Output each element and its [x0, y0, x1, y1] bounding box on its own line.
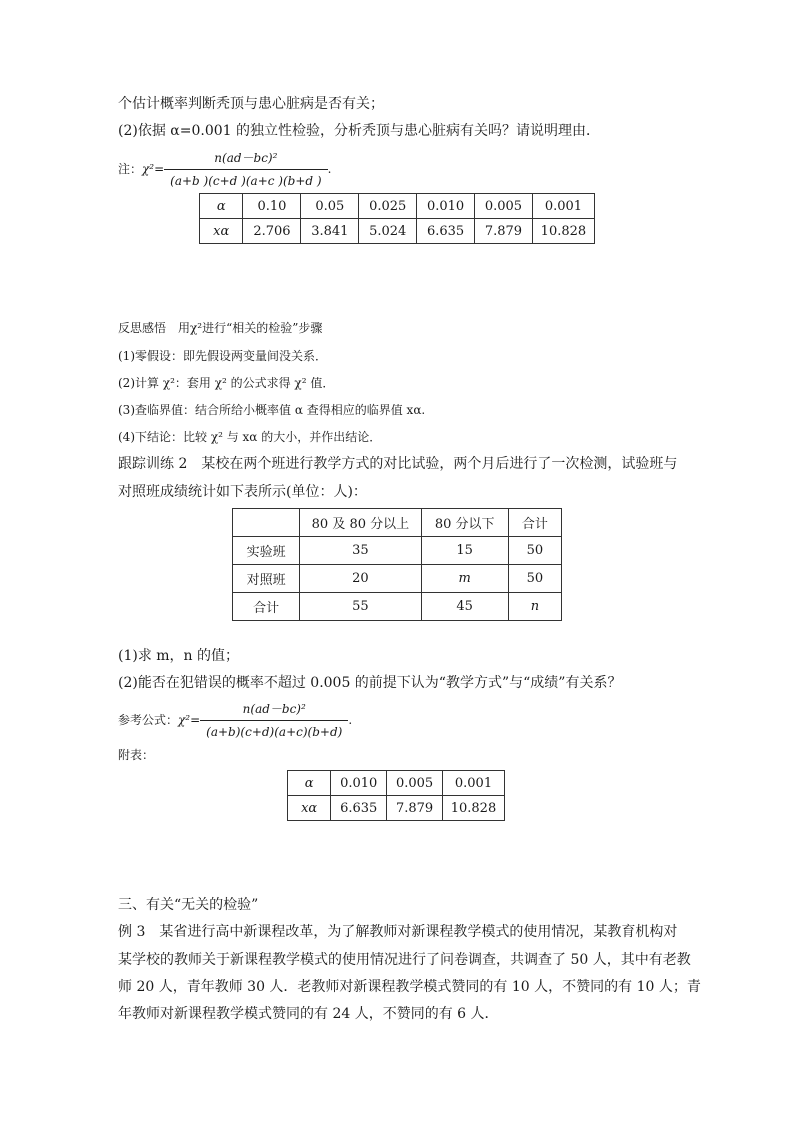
table-cell: 合计 — [233, 593, 300, 621]
table-cell: α — [288, 771, 331, 796]
critical-value-table-2 — [287, 770, 505, 821]
formula-numerator: n(ad－bc)² — [164, 148, 327, 170]
example-3-line-1: 例 3 某省进行高中新课程改革，为了解教师对新课程教学模式的使用情况，某教育机构对 — [118, 924, 678, 940]
table-cell: 10.828 — [532, 219, 594, 244]
table-row — [233, 537, 562, 565]
table-cell: 7.879 — [474, 219, 532, 244]
reflect-step-4: (4)下结论：比较 χ² 与 xα 的大小，并作出结论． — [118, 430, 382, 444]
formula-numerator: n(ad－bc)² — [200, 699, 348, 721]
table-cell — [233, 509, 300, 537]
question-2: (2)能否在犯错误的概率不超过 0.005 的前提下认为“教学方式”与“成绩”有关系？ — [118, 675, 622, 691]
intro-line-1: 个估计概率判断秃顶与患心脏病是否有关； — [118, 96, 384, 112]
table-row — [288, 796, 505, 821]
table-cell: 0.001 — [442, 771, 504, 796]
table-row — [233, 593, 562, 621]
table-cell: 0.10 — [243, 194, 301, 219]
formula-tail: . — [348, 713, 353, 727]
example-3-line-4: 年教师对新课程教学模式赞同的有 24 人，不赞同的有 6 人． — [118, 1006, 499, 1022]
table-cell: 55 — [300, 593, 421, 621]
table-cell: 6.635 — [331, 796, 387, 821]
reflect-step-3: (3)查临界值：结合所给小概率值 α 查得相应的临界值 xα. — [118, 403, 426, 417]
table-cell: 对照班 — [233, 565, 300, 593]
table-cell: 45 — [421, 593, 508, 621]
table-cell: xα — [200, 219, 243, 244]
formula-lhs: χ²= — [178, 713, 201, 727]
note-formula-1 — [118, 148, 331, 191]
table-cell: 50 — [508, 565, 561, 593]
example-3-line-2: 某学校的教师关于新课程教学模式的使用情况进行了问卷调查，共调查了 50 人，其中有老教 — [118, 952, 691, 968]
table-cell: α — [200, 194, 243, 219]
table-row — [233, 509, 562, 537]
table-cell: 5.024 — [359, 219, 417, 244]
exercise-line-2: 对照班成绩统计如下表所示(单位：人)： — [118, 484, 367, 500]
score-table — [232, 508, 562, 621]
table-cell: 2.706 — [243, 219, 301, 244]
question-1: (1)求 m，n 的值； — [118, 648, 240, 664]
reflect-step-1: (1)零假设：即先假设两变量间没关系． — [118, 349, 327, 363]
table-cell: 6.635 — [417, 219, 475, 244]
formula-denominator: (a+b)(c+d)(a+c)(b+d) — [206, 725, 343, 739]
appendix-label: 附表： — [118, 748, 155, 762]
reference-formula — [118, 699, 352, 742]
table-cell: 50 — [508, 537, 561, 565]
table-cell: 0.005 — [474, 194, 532, 219]
section-heading-3: 三、有关“无关的检验” — [118, 897, 259, 913]
table-cell: 0.025 — [359, 194, 417, 219]
formula-lhs: χ²= — [142, 162, 165, 176]
table-cell: 3.841 — [301, 219, 359, 244]
table-cell: 合计 — [508, 509, 561, 537]
table-cell: 15 — [421, 537, 508, 565]
reflect-title: 反思感悟 用χ²进行“相关的检验”步骤 — [118, 321, 323, 335]
table-row — [200, 219, 595, 244]
formula-fraction — [200, 699, 348, 742]
table-cell: 0.05 — [301, 194, 359, 219]
formula-fraction — [164, 148, 327, 191]
table-cell: n — [508, 593, 561, 621]
table-cell: 实验班 — [233, 537, 300, 565]
table-row — [233, 565, 562, 593]
intro-line-2: (2)依据 α=0.001 的独立性检验，分析秃顶与患心脏病有关吗？请说明理由． — [118, 123, 600, 139]
table-cell: 0.005 — [387, 771, 443, 796]
reflect-step-2: (2)计算 χ²：套用 χ² 的公式求得 χ² 值． — [118, 376, 335, 390]
formula-denominator: (a+b )(c+d )(a+c )(b+d ) — [170, 174, 322, 188]
table-cell: 10.828 — [442, 796, 504, 821]
exercise-line-1: 跟踪训练 2 某校在两个班进行教学方式的对比试验，两个月后进行了一次检测，试验班与 — [118, 456, 678, 472]
table-cell: 80 分以下 — [421, 509, 508, 537]
example-3-line-3: 师 20 人，青年教师 30 人．老教师对新课程教学模式赞同的有 10 人，不赞同的有 10 人；青 — [118, 979, 701, 995]
table-row — [200, 194, 595, 219]
table-cell: xα — [288, 796, 331, 821]
formula-tail: . — [327, 162, 332, 176]
table-cell: 7.879 — [387, 796, 443, 821]
table-cell: 0.010 — [331, 771, 387, 796]
table-cell: 0.001 — [532, 194, 594, 219]
formula-label: 参考公式： — [118, 713, 179, 727]
note-label: 注： — [118, 162, 143, 176]
table-cell: 0.010 — [417, 194, 475, 219]
critical-value-table-1 — [199, 193, 595, 244]
table-cell: m — [421, 565, 508, 593]
table-cell: 80 及 80 分以上 — [300, 509, 421, 537]
table-row — [288, 771, 505, 796]
table-cell: 35 — [300, 537, 421, 565]
table-cell: 20 — [300, 565, 421, 593]
